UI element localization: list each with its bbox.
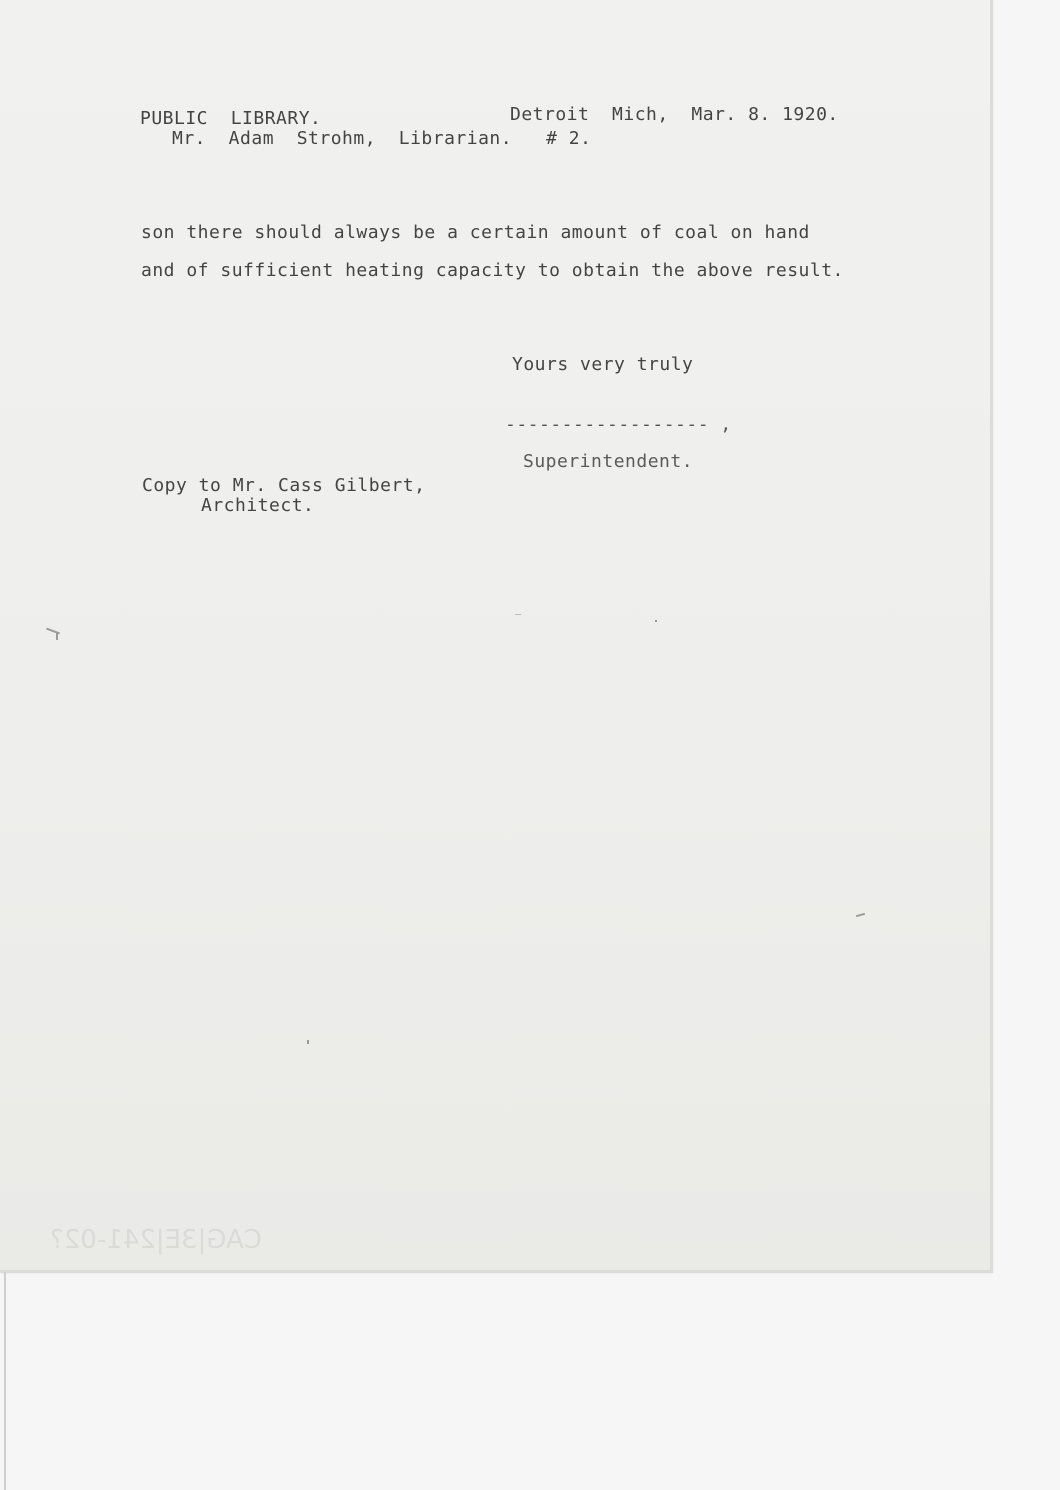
body-line-1: son there should always be a certain amount of coal on hand [141, 222, 810, 243]
body-line-2: and of sufficient heating capacity to obtain the above result. [141, 260, 844, 281]
closing-salutation: Yours very truly [512, 354, 694, 375]
archive-stamp: CAG|3E|241-02? [50, 1225, 263, 1255]
header-addressee: Mr. Adam Strohm, Librarian. # 2. [172, 128, 592, 149]
paper-speck [515, 614, 521, 615]
paper-edge-right [990, 0, 993, 1272]
header-place-date: Detroit Mich, Mar. 8. 1920. [510, 104, 839, 125]
copy-to-role: Architect. [201, 495, 315, 516]
paper-speck [56, 632, 58, 640]
paper-edge-bottom [0, 1270, 993, 1273]
paper-speck [655, 620, 657, 622]
header-institution: PUBLIC LIBRARY. [140, 108, 322, 129]
paper-speck [307, 1040, 309, 1044]
scanner-edge-line [4, 1272, 6, 1490]
signature-line: ------------------ , [505, 414, 732, 435]
signer-title: Superintendent. [523, 451, 694, 472]
copy-to-line: Copy to Mr. Cass Gilbert, [142, 475, 426, 496]
